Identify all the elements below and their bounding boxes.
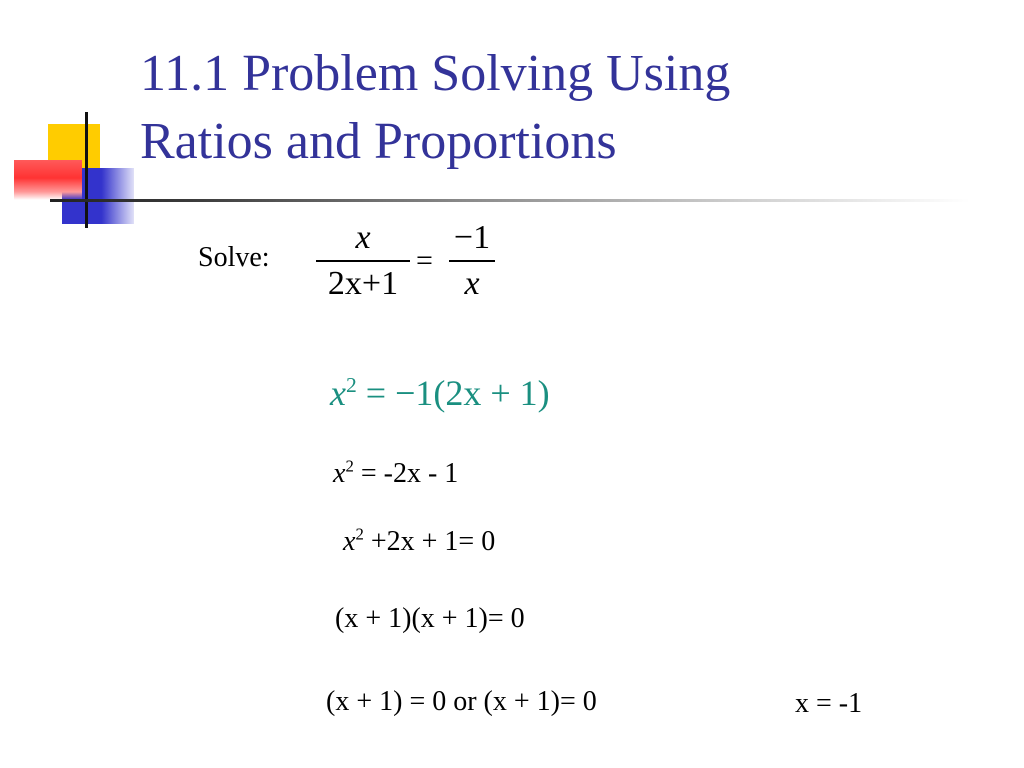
decorative-red-bar — [14, 160, 82, 200]
fraction-bar — [316, 260, 410, 262]
step-4: (x + 1) = 0 or (x + 1)= 0 — [326, 686, 597, 717]
step-2: $x^2 +2x + 1= 0$ — [343, 524, 496, 557]
title-underline — [50, 199, 970, 202]
step-cross-multiply: $x^2 = -1(2x + 1)$ — [330, 373, 550, 413]
step-cross-multiply-text: = −1(2x + 1) — [365, 373, 550, 413]
solve-label: Solve: — [198, 242, 270, 273]
slide-title-line-2: Ratios and Proportions — [140, 113, 617, 170]
decorative-vertical-line — [85, 112, 88, 228]
right-fraction-numerator: −1 — [453, 219, 491, 256]
left-fraction-numerator: x — [355, 219, 371, 256]
left-fraction-denominator: 2x+1 — [327, 265, 399, 302]
right-fraction-denominator: x — [464, 265, 480, 302]
step-1: $x^2 = -2x - 1$ — [333, 456, 459, 489]
left-fraction — [316, 218, 410, 304]
equals-sign: = — [416, 244, 433, 277]
fraction-bar — [449, 260, 495, 262]
step-3: (x + 1)(x + 1)= 0 — [335, 603, 525, 634]
step-1-text: = -2x - 1 — [360, 458, 459, 489]
final-answer: x = -1 — [795, 688, 863, 719]
slide-title-line-1: 11.1 Problem Solving Using — [140, 45, 731, 102]
slide-title — [140, 40, 1000, 176]
right-fraction — [449, 218, 495, 304]
step-2-text: +2x + 1= 0 — [370, 526, 496, 557]
